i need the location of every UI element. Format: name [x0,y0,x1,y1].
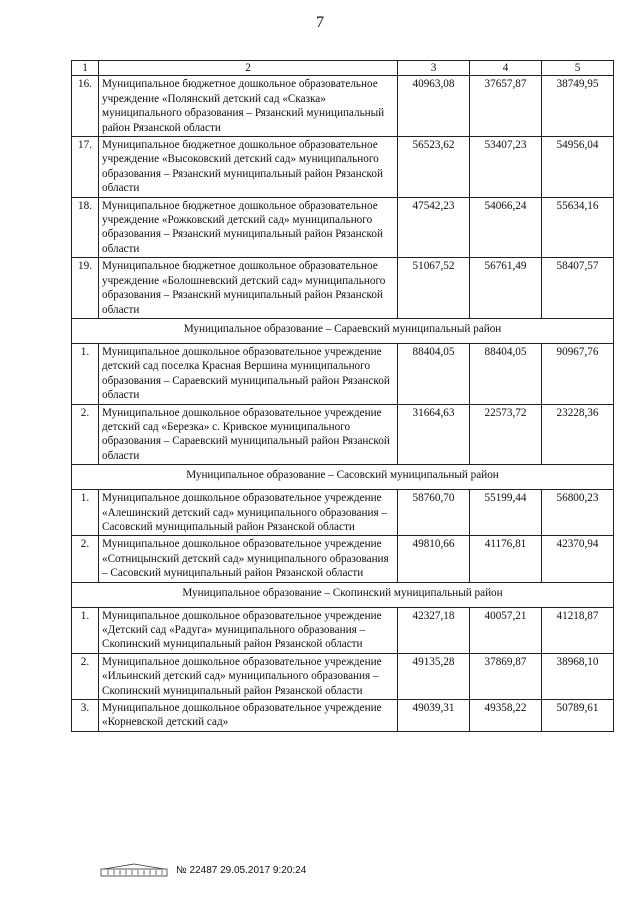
section-header-row [72,582,614,607]
row-number: 18. [72,197,99,258]
table-row [72,653,614,699]
value-col-4: 53407,23 [470,137,542,198]
row-number: 2. [72,536,99,582]
institution-name: Муниципальное дошкольное образовательное учреждение «Детский сад «Радуга» муниципального образования – Скопинский муниципальный район Рязанской области [99,607,398,653]
section-header-row [72,318,614,343]
column-header: 3 [398,61,470,76]
value-col-5: 41218,87 [542,607,614,653]
column-header: 2 [99,61,398,76]
row-number: 1. [72,490,99,536]
value-col-4: 41176,81 [470,536,542,582]
table-row [72,137,614,198]
value-col-4: 22573,72 [470,404,542,465]
document-footer [100,863,306,877]
budget-table [71,60,614,732]
value-col-4: 40057,21 [470,607,542,653]
row-number: 2. [72,653,99,699]
institution-name: Муниципальное дошкольное образовательное учреждение детский сад поселка Красная Вершина муниципального образования – Сараевский муниципальный район Рязанской области [99,343,398,404]
table-row [72,536,614,582]
value-col-4: 37657,87 [470,76,542,137]
row-number: 1. [72,343,99,404]
section-title: Муниципальное образование – Сараевский муниципальный район [72,318,614,343]
value-col-3: 58760,70 [398,490,470,536]
institution-name: Муниципальное дошкольное образовательное учреждение «Корневской детский сад» [99,700,398,732]
value-col-3: 49135,28 [398,653,470,699]
value-col-5: 38749,95 [542,76,614,137]
column-header: 1 [72,61,99,76]
value-col-3: 47542,23 [398,197,470,258]
value-col-3: 31664,63 [398,404,470,465]
value-col-3: 49810,66 [398,536,470,582]
institution-name: Муниципальное дошкольное образовательное учреждение «Сотницынский детский сад» муниципального образования – Сасовский муниципальный район Рязанской области [99,536,398,582]
row-number: 1. [72,607,99,653]
row-number: 2. [72,404,99,465]
value-col-4: 54066,24 [470,197,542,258]
table-row [72,490,614,536]
column-header: 4 [470,61,542,76]
column-header: 5 [542,61,614,76]
value-col-4: 56761,49 [470,258,542,319]
value-col-3: 42327,18 [398,607,470,653]
section-title: Муниципальное образование – Скопинский муниципальный район [72,582,614,607]
section-title: Муниципальное образование – Сасовский муниципальный район [72,465,614,490]
value-col-4: 55199,44 [470,490,542,536]
value-col-5: 42370,94 [542,536,614,582]
value-col-4: 37869,87 [470,653,542,699]
value-col-5: 23228,36 [542,404,614,465]
table-header-row [72,61,614,76]
value-col-3: 56523,62 [398,137,470,198]
table-row [72,76,614,137]
value-col-5: 90967,76 [542,343,614,404]
value-col-5: 58407,57 [542,258,614,319]
institution-name: Муниципальное бюджетное дошкольное образовательное учреждение «Полянский детский сад «Сказка» муниципального образования – Рязанский муниципальный район Рязанской области [99,76,398,137]
value-col-4: 49358,22 [470,700,542,732]
institution-name: Муниципальное бюджетное дошкольное образовательное учреждение «Рожковский детский сад» муниципального образования – Рязанский муниципальный район Рязанской области [99,197,398,258]
registry-stamp-icon [100,863,168,877]
table-row [72,404,614,465]
table-row [72,343,614,404]
row-number: 17. [72,137,99,198]
registration-stamp-text: № 22487 29.05.2017 9:20:24 [176,864,307,876]
page-number: 7 [316,14,324,31]
table-row [72,197,614,258]
value-col-5: 54956,04 [542,137,614,198]
section-header-row [72,465,614,490]
institution-name: Муниципальное бюджетное дошкольное образовательное учреждение «Высоковский детский сад» муниципального образования – Рязанский муниципальный район Рязанской области [99,137,398,198]
table-row [72,700,614,732]
table-row [72,607,614,653]
row-number: 16. [72,76,99,137]
row-number: 19. [72,258,99,319]
value-col-3: 49039,31 [398,700,470,732]
institution-name: Муниципальное бюджетное дошкольное образовательное учреждение «Болошневский детский сад» муниципального образования – Рязанский муниципальный район Рязанской области [99,258,398,319]
value-col-3: 88404,05 [398,343,470,404]
value-col-5: 50789,61 [542,700,614,732]
value-col-3: 51067,52 [398,258,470,319]
value-col-5: 55634,16 [542,197,614,258]
value-col-5: 38968,10 [542,653,614,699]
table-row [72,258,614,319]
value-col-5: 56800,23 [542,490,614,536]
institution-name: Муниципальное дошкольное образовательное учреждение «Ильинский детский сад» муниципального образования – Скопинский муниципальный район Рязанской области [99,653,398,699]
value-col-4: 88404,05 [470,343,542,404]
institution-name: Муниципальное дошкольное образовательное учреждение детский сад «Березка» с. Кривское муниципального образования – Сараевский муниципальный район Рязанской области [99,404,398,465]
value-col-3: 40963,08 [398,76,470,137]
row-number: 3. [72,700,99,732]
institution-name: Муниципальное дошкольное образовательное учреждение «Алешинский детский сад» муниципального образования – Сасовский муниципальный район Рязанской области [99,490,398,536]
